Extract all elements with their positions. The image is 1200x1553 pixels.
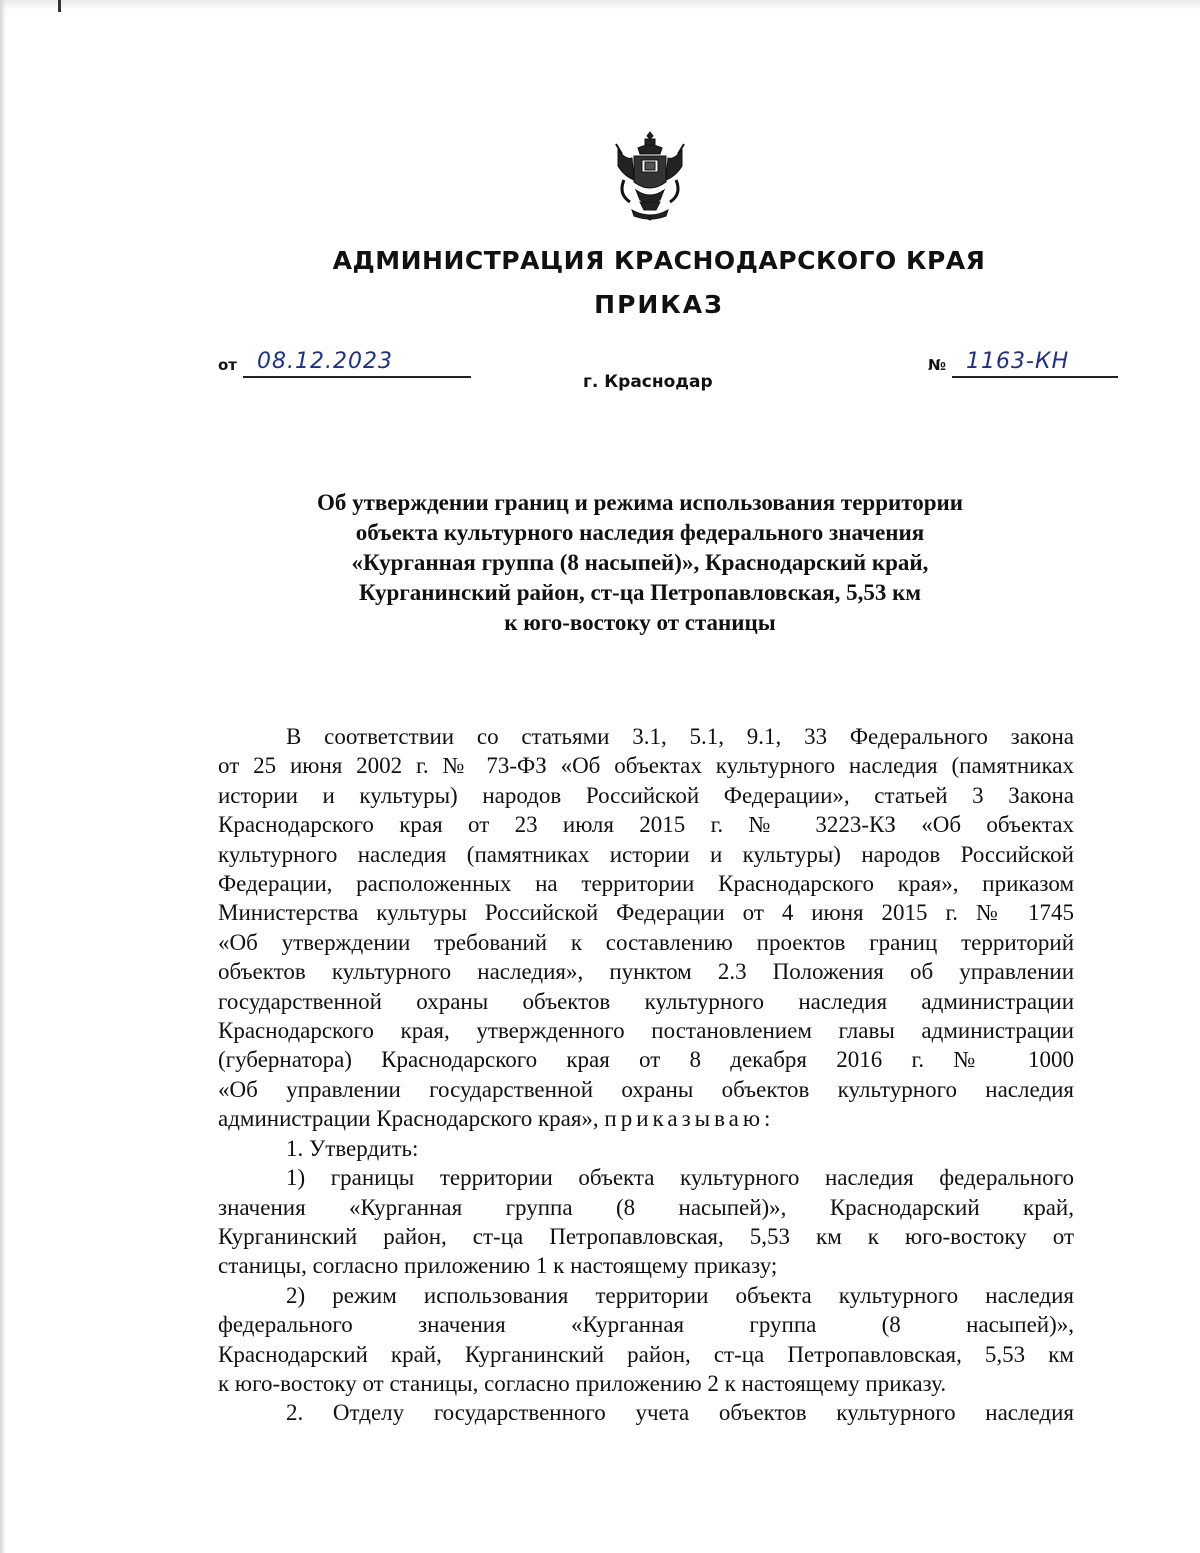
number-row [928,344,1118,378]
body-line: 2) режим использования территории объекта культурного наследия [286,1282,1074,1308]
item-1 [218,1134,1074,1163]
body-line: объектов культурного наследия», пунктом 2.3 Положения об управлении [218,959,1074,985]
body-line: культурного наследия (памятниках истории и культуры) народов Российской [218,841,1074,867]
body-line: Федерации, расположенных на территории Краснодарского края», приказом [218,871,1074,897]
date-row [218,344,471,378]
body-line: Курганинский район, ст-ца Петропавловская, 5,53 км к юго-востоку от [218,1223,1074,1249]
body-line: Краснодарский край, Курганинский район, ст-ца Петропавловская, 5,53 км [218,1341,1074,1367]
body-line: к юго-востоку от станицы, согласно приложению 2 к настоящему приказу. [218,1370,947,1396]
body-line: от 25 июня 2002 г. № 73-ФЗ «Об объектах культурного наследия (памятниках [218,753,1074,779]
handwritten-date: 08.12.2023 [243,348,471,378]
body-line: значения «Курганная группа (8 насыпей)», Краснодарский край, [218,1194,1074,1220]
scan-shadow-left [0,0,6,1553]
body-line: 1. Утвердить: [286,1135,419,1161]
organization-name: АДМИНИСТРАЦИЯ КРАСНОДАРСКОГО КРАЯ [332,246,986,275]
handwritten-number: 1163-КН [952,348,1118,378]
krasnodar-coat-of-arms-icon [612,130,688,222]
number-label: № [928,356,947,374]
body-line-last [218,1104,1074,1133]
title-line: «Курганная группа (8 насыпей)», Краснодарский край, [351,550,929,575]
spaced-verb: приказываю: [604,1106,775,1132]
body-line: (губернатора) Краснодарского края от 8 декабря 2016 г. № 1000 [218,1047,1074,1073]
item-1-2 [218,1281,1074,1399]
city-name: г. Краснодар [583,372,713,392]
scan-shadow-top [0,0,1200,10]
body-line: Краснодарского края, утвержденного постановлением главы администрации [218,1018,1074,1044]
body-line: 2. Отделу государственного учета объектов культурного наследия [286,1400,1074,1426]
body-line: «Об управлении государственной охраны объектов культурного наследия [218,1076,1074,1102]
title-line: Курганинский район, ст-ца Петропавловская, 5,53 км [358,580,922,605]
body-line: «Об утверждении требований к составлению проектов границ территорий [218,929,1074,955]
preamble-last-text: администрации Краснодарского края», [218,1106,599,1132]
document-type: ПРИКАЗ [594,290,724,319]
body-line: В соответствии со статьями 3.1, 5.1, 9.1, 33 Федерального закона [286,724,1074,749]
item-1-1 [218,1163,1074,1281]
document-title [240,488,1040,638]
preamble-paragraph [218,722,1074,1134]
body-line: станицы, согласно приложению 1 к настоящему приказу; [218,1253,778,1279]
body-line: 1) границы территории объекта культурного наследия федерального [286,1165,1074,1191]
title-line: объекта культурного наследия федерального значения [355,520,925,545]
title-line: Об утверждении границ и режима использования территории [316,490,964,515]
body-line: истории и культуры) народов Российской Федерации», статьей 3 Закона [218,782,1074,808]
body-line: федерального значения «Курганная группа (8 насыпей)», [218,1312,1074,1338]
body-line: государственной охраны объектов культурного наследия администрации [218,988,1074,1014]
title-line: к юго-востоку от станицы [504,610,776,635]
body-line: Министерства культуры Российской Федерации от 4 июня 2015 г. № 1745 [218,900,1074,926]
document-body [218,722,1074,1428]
item-2 [218,1398,1074,1427]
body-line: Краснодарского края от 23 июля 2015 г. № 3223-КЗ «Об объектах [218,812,1074,838]
date-label: от [218,356,237,374]
scan-mark [58,0,61,12]
